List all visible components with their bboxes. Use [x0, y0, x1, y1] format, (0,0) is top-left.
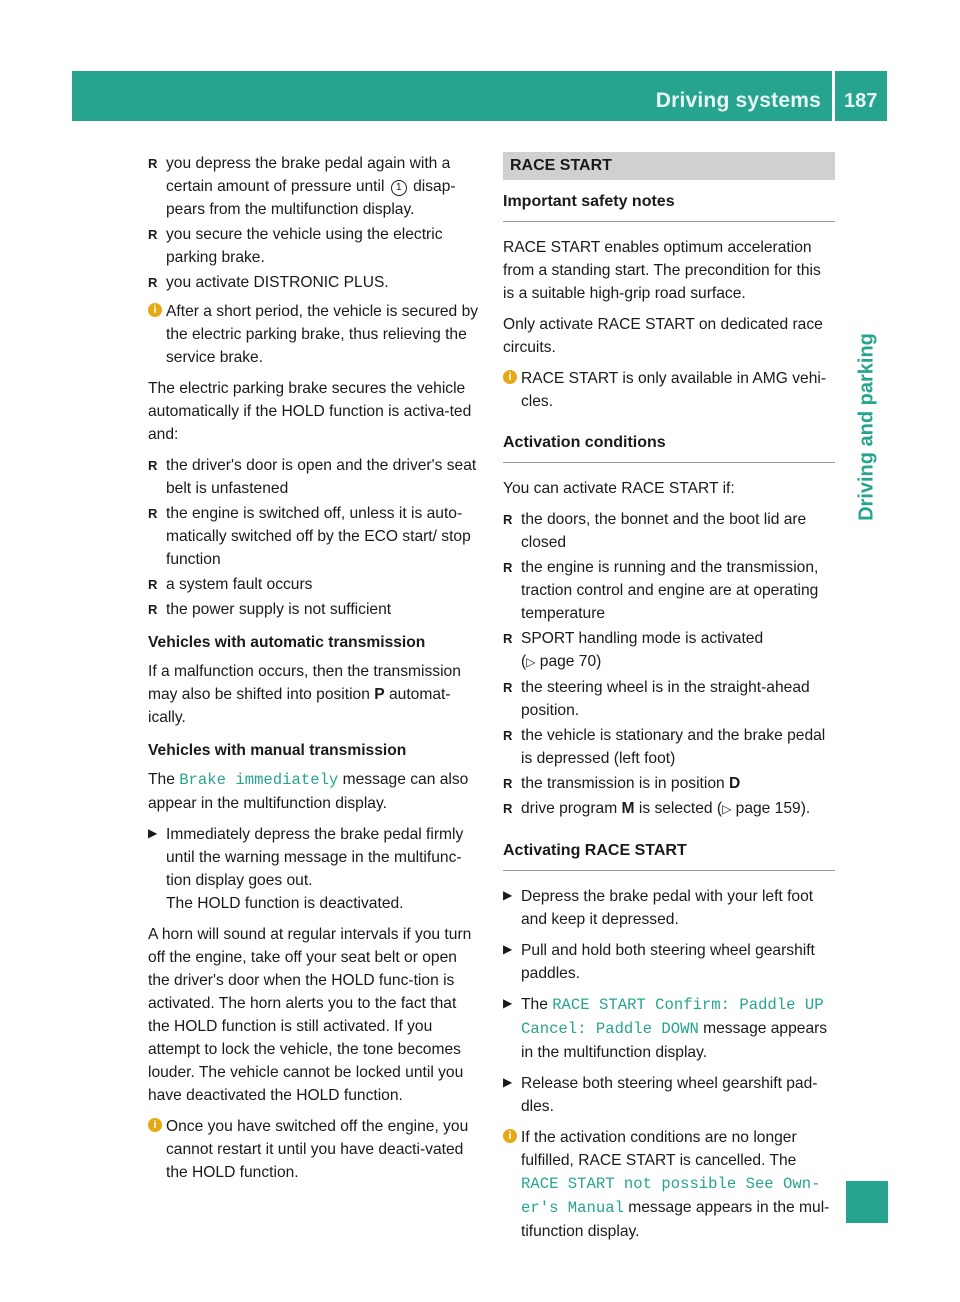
- bullet-icon: R: [503, 801, 513, 816]
- step-arrow-icon: ▶: [503, 996, 513, 1010]
- list-item: R SPORT handling mode is activated (▷ page 70): [503, 627, 835, 674]
- step-item: ▶ Depress the brake pedal with your left foot and keep it depressed.: [503, 885, 835, 931]
- bullet-icon: R: [148, 506, 158, 521]
- paragraph: Only activate RACE START on dedicated race circuits.: [503, 316, 823, 356]
- bullet-icon: R: [148, 458, 158, 473]
- list-item: R the doors, the bonnet and the boot lid are closed: [503, 508, 835, 554]
- list-item: R the steering wheel is in the straight-ahead position.: [503, 676, 835, 722]
- paragraph: RACE START enables optimum acceleration from a standing start. The precondition for this is a suitable high-grip road surface.: [503, 239, 821, 302]
- chapter-tab: [846, 172, 888, 1192]
- section-title: Driving systems: [655, 89, 821, 112]
- step-arrow-icon: ▶: [503, 942, 513, 956]
- subsection-heading: Important safety notes: [503, 188, 835, 222]
- step-item: ▶ Release both steering wheel gearshift pad-dles.: [503, 1072, 835, 1118]
- header-divider: [832, 71, 835, 121]
- page-header: [72, 71, 887, 121]
- bullet-icon: R: [503, 560, 513, 575]
- bullet-icon: R: [503, 728, 513, 743]
- step-arrow-icon: ▶: [503, 888, 513, 902]
- info-note: i Once you have switched off the engine, you cannot restart it until you have deacti-vated the HOLD function.: [148, 1115, 482, 1184]
- display-indicator-icon: 1: [391, 180, 407, 196]
- display-message: Brake immediately: [179, 771, 339, 789]
- page-ref-arrow-icon: ▷: [722, 802, 732, 816]
- display-message: Cancel: Paddle DOWN: [521, 1020, 699, 1038]
- bullet-icon: R: [148, 275, 158, 290]
- subheading: Vehicles with manual transmission: [148, 742, 407, 759]
- subsection-heading: Activation conditions: [503, 429, 835, 463]
- info-icon: i: [148, 1118, 162, 1132]
- paragraph: A horn will sound at regular intervals if you turn off the engine, take off your seat belt or open the driver's door when the HOLD func-tion is activated. The horn alerts you to the fact that the HOLD function is still activated. If you attempt to lock the vehicle, the tone becomes louder. The vehicle cannot be locked until you have deactivated the HOLD function.: [148, 926, 472, 1104]
- paragraph: The Brake immediately message can also appear in the multifunction display.: [148, 771, 469, 812]
- list-item: R you secure the vehicle using the electric parking brake.: [148, 223, 482, 269]
- section-heading: RACE START: [503, 152, 835, 180]
- info-icon: i: [148, 303, 162, 317]
- bullet-icon: R: [148, 156, 158, 171]
- left-column: [148, 152, 482, 1192]
- right-column: [503, 152, 835, 1251]
- list-item: R drive program M is selected (▷ page 159).: [503, 797, 835, 821]
- info-note: i If the activation conditions are no longer fulfilled, RACE START is cancelled. The RACE START not possible See Own-er's Manual message appears in the mul-tifunction display.: [503, 1126, 835, 1243]
- info-icon: i: [503, 370, 517, 384]
- bullet-icon: R: [503, 680, 513, 695]
- step-arrow-icon: ▶: [503, 1075, 513, 1089]
- display-message: RACE START Confirm: Paddle UP: [552, 996, 824, 1014]
- bullet-icon: R: [503, 631, 513, 646]
- bullet-icon: R: [148, 577, 158, 592]
- page-number: 187: [844, 90, 878, 112]
- page-reference-link[interactable]: page 159).: [735, 800, 811, 817]
- list-item: R a system fault occurs: [148, 573, 482, 596]
- info-icon: i: [503, 1129, 517, 1143]
- info-note: i After a short period, the vehicle is secured by the electric parking brake, thus relieving the service brake.: [148, 300, 482, 369]
- step-item: ▶ Pull and hold both steering wheel gearshift paddles.: [503, 939, 835, 985]
- list-item: R the driver's door is open and the driver's seat belt is unfastened: [148, 454, 482, 500]
- paragraph: You can activate RACE START if:: [503, 480, 735, 497]
- list-item: R the transmission is in position D: [503, 772, 835, 795]
- list-item: R you activate DISTRONIC PLUS.: [148, 271, 482, 294]
- list-item: R the vehicle is stationary and the brake pedal is depressed (left foot): [503, 724, 835, 770]
- paragraph: The electric parking brake secures the vehicle automatically if the HOLD function is activa-ted and:: [148, 380, 472, 443]
- paragraph: If a malfunction occurs, then the transmission may also be shifted into position P automat-ically.: [148, 663, 461, 726]
- list-item: R you depress the brake pedal again with a certain amount of pressure until 1 disap-pears from the multifunction display.: [148, 152, 482, 221]
- chapter-marker: [846, 1181, 888, 1223]
- bullet-icon: R: [148, 602, 158, 617]
- bullet-icon: R: [503, 512, 513, 527]
- info-note: i RACE START is only available in AMG vehi-cles.: [503, 367, 835, 413]
- page-reference-link[interactable]: page 70): [539, 653, 602, 670]
- step-item: ▶ Immediately depress the brake pedal firmly until the warning message in the multifunc-tion display goes out. The HOLD function is deactivated.: [148, 823, 482, 915]
- step-arrow-icon: ▶: [148, 826, 158, 840]
- list-item: R the engine is running and the transmission, traction control and engine are at operating temperature: [503, 556, 835, 625]
- list-item: R the power supply is not sufficient: [148, 598, 482, 621]
- bullet-icon: R: [503, 776, 513, 791]
- display-message: RACE START not possible See Own-er's Manual: [521, 1175, 821, 1217]
- list-item: R the engine is switched off, unless it is auto-matically switched off by the ECO start/ stop function: [148, 502, 482, 571]
- page-ref-arrow-icon: ▷: [526, 655, 536, 669]
- chapter-tab-label: Driving and parking: [855, 333, 878, 521]
- bullet-icon: R: [148, 227, 158, 242]
- subheading: Vehicles with automatic transmission: [148, 634, 426, 651]
- step-item: ▶ The RACE START Confirm: Paddle UP Cancel: Paddle DOWN message appears in the multifunction display.: [503, 993, 835, 1064]
- subsection-heading: Activating RACE START: [503, 837, 835, 871]
